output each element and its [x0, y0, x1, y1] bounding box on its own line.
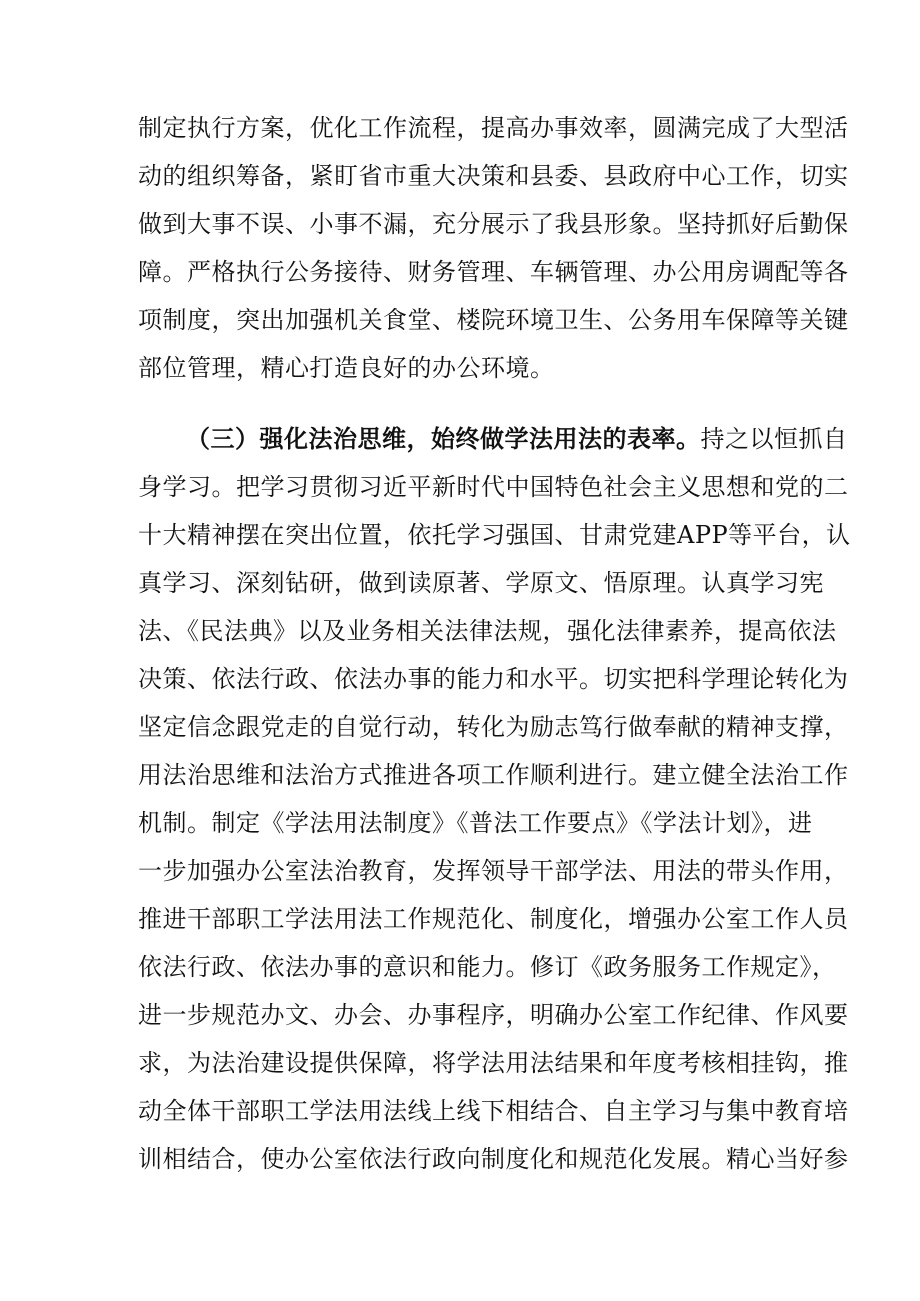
paragraph-line: 机制。制定《学法用法制度》《普法工作要点》《学法计划》，进: [138, 809, 813, 837]
paragraph-line: 坚定信念跟党走的自觉行动，转化为励志笃行做奉献的精神支撑，: [138, 713, 849, 741]
paragraph-line-rest: 持之以恒抓自: [700, 425, 848, 453]
paragraph-line: 动的组织筹备，紧盯省市重大决策和县委、县政府中心工作，切实: [138, 162, 849, 190]
paragraph-line: 求，为法治建设提供保障，将学法用法结果和年度考核相挂钩，推: [138, 1049, 849, 1077]
paragraph-line: 动全体干部职工学法用法线上线下相结合、自主学习与集中教育培: [138, 1097, 849, 1125]
paragraph-line: 身学习。把学习贯彻习近平新时代中国特色社会主义思想和党的二: [138, 473, 849, 501]
paragraph-line: 障。严格执行公务接待、财务管理、车辆管理、办公用房调配等各: [138, 258, 849, 286]
paragraph-line: 部位管理，精心打造良好的办公环境。: [138, 354, 555, 382]
paragraph-first-line: [186, 419, 848, 459]
paragraph-line: 依法行政、依法办事的意识和能力。修订《政务服务工作规定》，: [138, 953, 837, 981]
paragraph-line: 法、《民法典》以及业务相关法律法规，强化法律素养，提高依法: [138, 617, 837, 645]
paragraph-line: 真学习、深刻钻研，做到读原著、学原文、悟原理。认真学习宪: [138, 569, 824, 597]
paragraph-line: 十大精神摆在突出位置，依托学习强国、甘肃党建APP等平台，认: [138, 521, 851, 549]
paragraph-line: 一步加强办公室法治教育，发挥领导干部学法、用法的带头作用，: [138, 857, 849, 885]
paragraph-line: 项制度，突出加强机关食堂、楼院环境卫生、公务用车保障等关键: [138, 306, 849, 334]
paragraph-line: 决策、依法行政、依法办事的能力和水平。切实把科学理论转化为: [138, 665, 849, 693]
paragraph-line: 用法治思维和法治方式推进各项工作顺利进行。建立健全法治工作: [138, 761, 849, 789]
section-heading: （三）强化法治思维，始终做学法用法的表率。: [186, 424, 701, 453]
paragraph-line: 制定执行方案，优化工作流程，提高办事效率，圆满完成了大型活: [138, 114, 849, 142]
paragraph-line: 推进干部职工学法用法工作规范化、制度化，增强办公室工作人员: [138, 905, 849, 933]
paragraph-line: 进一步规范办文、办会、办事程序，明确办公室工作纪律、作风要: [138, 1001, 849, 1029]
paragraph-line: 做到大事不误、小事不漏，充分展示了我县形象。坚持抓好后勤保: [138, 210, 849, 238]
paragraph-line: 训相结合，使办公室依法行政向制度化和规范化发展。精心当好参: [138, 1145, 849, 1173]
